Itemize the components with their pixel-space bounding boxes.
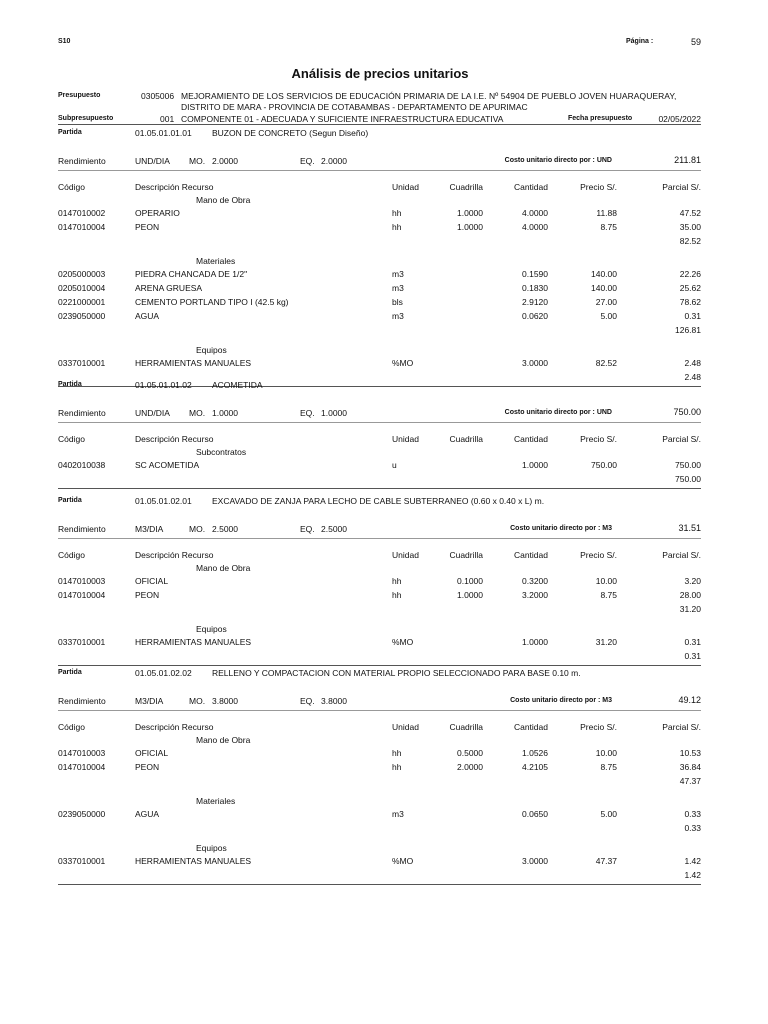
resource-cantidad: 0.3200 — [522, 576, 548, 586]
resource-code: 0239050000 — [58, 809, 106, 819]
resource-precio: 10.00 — [595, 576, 617, 586]
fecha-presupuesto-value: 02/05/2022 — [658, 114, 701, 124]
eq-value: 1.0000 — [321, 408, 347, 418]
column-header-parcial: Parcial S/. — [662, 182, 701, 192]
report-title: Análisis de precios unitarios — [291, 66, 469, 81]
column-header-codigo: Código — [58, 182, 85, 192]
resource-unit: hh — [392, 762, 402, 772]
resource-code: 0337010001 — [58, 856, 106, 866]
column-header-cantidad: Cantidad — [513, 434, 548, 444]
rendimiento-unit: M3/DIA — [135, 524, 164, 534]
resource-description: OPERARIO — [135, 208, 180, 218]
resource-cantidad: 0.1590 — [522, 269, 548, 279]
resource-unit: u — [392, 460, 397, 470]
partida-code: 01.05.01.02.01 — [135, 496, 192, 506]
resource-cantidad: 4.2105 — [522, 762, 548, 772]
group-subtotal: 126.81 — [675, 325, 701, 335]
resource-precio: 82.52 — [595, 358, 617, 368]
eq-label: EQ. — [300, 696, 315, 706]
partida-label: Partida — [58, 497, 82, 504]
resource-parcial: 0.33 — [684, 809, 701, 819]
eq-value: 2.5000 — [321, 524, 347, 534]
group-subtotal: 2.48 — [684, 372, 701, 382]
costo-unitario-value: 211.81 — [674, 155, 701, 165]
subpresupuesto-description: COMPONENTE 01 - ADECUADA Y SUFICIENTE INFRAESTRUCTURA EDUCATIVA — [181, 114, 504, 124]
resource-group-heading: Mano de Obra — [196, 735, 251, 745]
resource-group-heading: Equipos — [196, 624, 227, 634]
resource-description: OFICIAL — [135, 748, 169, 758]
costo-unitario-label: Costo unitario directo por : UND — [504, 409, 612, 416]
eq-value: 2.0000 — [321, 156, 347, 166]
resource-parcial: 0.31 — [684, 637, 701, 647]
group-subtotal: 750.00 — [675, 474, 701, 484]
resource-cantidad: 4.0000 — [522, 222, 548, 232]
mo-label: MO. — [189, 408, 206, 418]
resource-description: PEON — [135, 762, 160, 772]
column-header-cuadrilla: Cuadrilla — [449, 550, 483, 560]
resource-cuadrilla: 1.0000 — [457, 590, 483, 600]
costo-unitario-label: Costo unitario directo por : M3 — [510, 525, 612, 532]
resource-code: 0239050000 — [58, 311, 106, 321]
resource-description: PIEDRA CHANCADA DE 1/2" — [135, 269, 248, 279]
resource-unit: m3 — [392, 809, 404, 819]
rendimiento-unit: UND/DIA — [135, 156, 170, 166]
group-subtotal: 1.42 — [684, 870, 701, 880]
resource-parcial: 47.52 — [679, 208, 701, 218]
resource-unit: %MO — [392, 856, 414, 866]
partida-code: 01.05.01.01.01 — [135, 128, 192, 138]
resource-description: PEON — [135, 222, 160, 232]
presupuesto-code: 0305006 — [141, 91, 175, 101]
resource-unit: hh — [392, 590, 402, 600]
mo-value: 1.0000 — [212, 408, 238, 418]
group-subtotal: 82.52 — [679, 236, 701, 246]
resource-code: 0147010004 — [58, 222, 106, 232]
resource-parcial: 2.48 — [684, 358, 701, 368]
resource-unit: hh — [392, 208, 402, 218]
mo-value: 2.5000 — [212, 524, 238, 534]
column-header-codigo: Código — [58, 434, 85, 444]
resource-parcial: 3.20 — [684, 576, 701, 586]
resource-code: 0147010004 — [58, 762, 106, 772]
resource-unit: hh — [392, 222, 402, 232]
fecha-presupuesto-label: Fecha presupuesto — [568, 115, 633, 122]
mo-label: MO. — [189, 156, 206, 166]
rendimiento-label: Rendimiento — [58, 524, 106, 534]
group-subtotal: 0.31 — [684, 651, 701, 661]
resource-description: ARENA GRUESA — [135, 283, 203, 293]
partida-code: 01.05.01.02.02 — [135, 668, 192, 678]
mo-value: 3.8000 — [212, 696, 238, 706]
resource-description: HERRAMIENTAS MANUALES — [135, 358, 252, 368]
rendimiento-divider — [58, 538, 701, 539]
column-header-descripcion: Descripción Recurso — [135, 182, 214, 192]
resource-description: SC ACOMETIDA — [135, 460, 200, 470]
resource-unit: m3 — [392, 311, 404, 321]
resource-unit: hh — [392, 748, 402, 758]
column-header-unidad: Unidad — [392, 434, 419, 444]
header-divider — [58, 124, 701, 125]
partida-end-divider — [58, 488, 701, 489]
mo-value: 2.0000 — [212, 156, 238, 166]
resource-cuadrilla: 0.1000 — [457, 576, 483, 586]
resource-unit: %MO — [392, 358, 414, 368]
resource-precio: 27.00 — [595, 297, 617, 307]
rendimiento-divider — [58, 710, 701, 711]
resource-cantidad: 1.0000 — [522, 637, 548, 647]
resource-cantidad: 1.0000 — [522, 460, 548, 470]
resource-cuadrilla: 2.0000 — [457, 762, 483, 772]
resource-parcial: 10.53 — [679, 748, 701, 758]
resource-unit: m3 — [392, 269, 404, 279]
rendimiento-divider — [58, 422, 701, 423]
resource-precio: 11.88 — [596, 208, 617, 218]
resource-precio: 8.75 — [600, 762, 617, 772]
mo-label: MO. — [189, 696, 206, 706]
resource-code: 0205010004 — [58, 283, 106, 293]
resource-parcial: 1.42 — [684, 856, 701, 866]
resource-parcial: 22.26 — [679, 269, 701, 279]
resource-code: 0337010001 — [58, 358, 106, 368]
rendimiento-divider — [58, 170, 701, 171]
resource-code: 0147010003 — [58, 748, 106, 758]
costo-unitario-value: 31.51 — [678, 523, 701, 533]
partida-label: Partida — [58, 669, 82, 676]
column-header-cuadrilla: Cuadrilla — [449, 722, 483, 732]
resource-code: 0337010001 — [58, 637, 106, 647]
resource-unit: bls — [392, 297, 403, 307]
partida-description: BUZON DE CONCRETO (Segun Diseño) — [212, 128, 369, 138]
resource-precio: 5.00 — [600, 311, 617, 321]
rendimiento-label: Rendimiento — [58, 156, 106, 166]
resource-code: 0147010002 — [58, 208, 106, 218]
column-header-parcial: Parcial S/. — [662, 550, 701, 560]
resource-unit: m3 — [392, 283, 404, 293]
resource-group-heading: Materiales — [196, 796, 236, 806]
column-header-codigo: Código — [58, 550, 85, 560]
group-subtotal: 0.33 — [684, 823, 701, 833]
resource-cantidad: 1.0526 — [522, 748, 548, 758]
column-header-precio: Precio S/. — [580, 434, 617, 444]
costo-unitario-value: 750.00 — [673, 407, 701, 417]
resource-description: PEON — [135, 590, 160, 600]
page-number: 59 — [690, 37, 701, 47]
column-header-precio: Precio S/. — [580, 722, 617, 732]
resource-cuadrilla: 1.0000 — [457, 222, 483, 232]
resource-precio: 5.00 — [600, 809, 617, 819]
column-header-codigo: Código — [58, 722, 85, 732]
column-header-unidad: Unidad — [392, 722, 419, 732]
resource-parcial: 78.62 — [679, 297, 701, 307]
resource-precio: 8.75 — [600, 222, 617, 232]
resource-parcial: 36.84 — [679, 762, 701, 772]
resource-group-heading: Materiales — [196, 256, 236, 266]
costo-unitario-label: Costo unitario directo por : M3 — [510, 697, 612, 704]
rendimiento-label: Rendimiento — [58, 696, 106, 706]
resource-precio: 8.75 — [600, 590, 617, 600]
column-header-cantidad: Cantidad — [513, 722, 548, 732]
resource-code: 0205000003 — [58, 269, 106, 279]
eq-value: 3.8000 — [321, 696, 347, 706]
resource-cantidad: 4.0000 — [522, 208, 548, 218]
resource-description: HERRAMIENTAS MANUALES — [135, 637, 252, 647]
resource-parcial: 25.62 — [679, 283, 701, 293]
resource-parcial: 750.00 — [675, 460, 701, 470]
group-subtotal: 31.20 — [679, 604, 701, 614]
resource-code: 0402010038 — [58, 460, 106, 470]
column-header-unidad: Unidad — [392, 182, 419, 192]
resource-parcial: 35.00 — [679, 222, 701, 232]
resource-cantidad: 3.2000 — [522, 590, 548, 600]
column-header-parcial: Parcial S/. — [662, 722, 701, 732]
partida-description: EXCAVADO DE ZANJA PARA LECHO DE CABLE SUBTERRANEO (0.60 x 0.40 x L) m. — [212, 496, 545, 506]
resource-precio: 10.00 — [595, 748, 617, 758]
presupuesto-description-line2: DISTRITO DE MARA - PROVINCIA DE COTABAMBAS - DEPARTAMENTO DE APURIMAC — [181, 102, 528, 112]
resource-cantidad: 0.0620 — [522, 311, 548, 321]
resource-description: HERRAMIENTAS MANUALES — [135, 856, 252, 866]
column-header-cantidad: Cantidad — [513, 182, 548, 192]
partida-end-divider — [58, 884, 701, 885]
resource-cantidad: 3.0000 — [522, 358, 548, 368]
column-header-descripcion: Descripción Recurso — [135, 550, 214, 560]
resource-group-heading: Mano de Obra — [196, 563, 251, 573]
partida-end-divider — [58, 665, 701, 666]
resource-precio: 140.00 — [591, 283, 617, 293]
resource-description: AGUA — [135, 311, 160, 321]
mo-label: MO. — [189, 524, 206, 534]
resource-code: 0147010003 — [58, 576, 106, 586]
resource-group-heading: Equipos — [196, 345, 227, 355]
resource-precio: 140.00 — [591, 269, 617, 279]
resource-unit: %MO — [392, 637, 414, 647]
partida-label: Partida — [58, 129, 82, 136]
resource-description: OFICIAL — [135, 576, 169, 586]
subpresupuesto-label: Subpresupuesto — [58, 115, 114, 122]
resource-group-heading: Subcontratos — [196, 447, 247, 457]
column-header-cantidad: Cantidad — [513, 550, 548, 560]
eq-label: EQ. — [300, 156, 315, 166]
costo-unitario-label: Costo unitario directo por : UND — [504, 157, 612, 164]
resource-code: 0221000001 — [58, 297, 106, 307]
partida-description: RELLENO Y COMPACTACION CON MATERIAL PROPIO SELECCIONADO PARA BASE 0.10 m. — [212, 668, 581, 678]
partida-code: 01.05.01.01.02 — [135, 380, 192, 390]
presupuesto-label: Presupuesto — [58, 92, 101, 99]
resource-precio: 47.37 — [595, 856, 617, 866]
resource-cuadrilla: 1.0000 — [457, 208, 483, 218]
resource-description: CEMENTO PORTLAND TIPO I (42.5 kg) — [135, 297, 289, 307]
resource-group-heading: Equipos — [196, 843, 227, 853]
presupuesto-description-line1: MEJORAMIENTO DE LOS SERVICIOS DE EDUCACIÓN PRIMARIA DE LA I.E. Nº 54904 DE PUEBLO JOVEN HUARAQUERAY, — [181, 91, 677, 101]
column-header-precio: Precio S/. — [580, 182, 617, 192]
resource-code: 0147010004 — [58, 590, 106, 600]
resource-cantidad: 0.1830 — [522, 283, 548, 293]
resource-precio: 31.20 — [595, 637, 617, 647]
column-header-precio: Precio S/. — [580, 550, 617, 560]
column-header-unidad: Unidad — [392, 550, 419, 560]
costo-unitario-value: 49.12 — [678, 695, 701, 705]
resource-cantidad: 3.0000 — [522, 856, 548, 866]
page-label: Página : — [626, 38, 654, 45]
system-code: S10 — [58, 38, 71, 45]
resource-description: AGUA — [135, 809, 160, 819]
rendimiento-unit: M3/DIA — [135, 696, 164, 706]
partida-description: ACOMETIDA — [212, 380, 263, 390]
rendimiento-label: Rendimiento — [58, 408, 106, 418]
resource-parcial: 0.31 — [684, 311, 701, 321]
resource-cantidad: 2.9120 — [522, 297, 548, 307]
rendimiento-unit: UND/DIA — [135, 408, 170, 418]
column-header-parcial: Parcial S/. — [662, 434, 701, 444]
group-subtotal: 47.37 — [679, 776, 701, 786]
resource-parcial: 28.00 — [679, 590, 701, 600]
resource-unit: hh — [392, 576, 402, 586]
column-header-cuadrilla: Cuadrilla — [449, 434, 483, 444]
eq-label: EQ. — [300, 408, 315, 418]
eq-label: EQ. — [300, 524, 315, 534]
partida-label: Partida — [58, 381, 82, 388]
resource-precio: 750.00 — [591, 460, 617, 470]
resource-group-heading: Mano de Obra — [196, 195, 251, 205]
column-header-cuadrilla: Cuadrilla — [449, 182, 483, 192]
column-header-descripcion: Descripción Recurso — [135, 434, 214, 444]
subpresupuesto-code: 001 — [160, 114, 175, 124]
resource-cantidad: 0.0650 — [522, 809, 548, 819]
resource-cuadrilla: 0.5000 — [457, 748, 483, 758]
column-header-descripcion: Descripción Recurso — [135, 722, 214, 732]
